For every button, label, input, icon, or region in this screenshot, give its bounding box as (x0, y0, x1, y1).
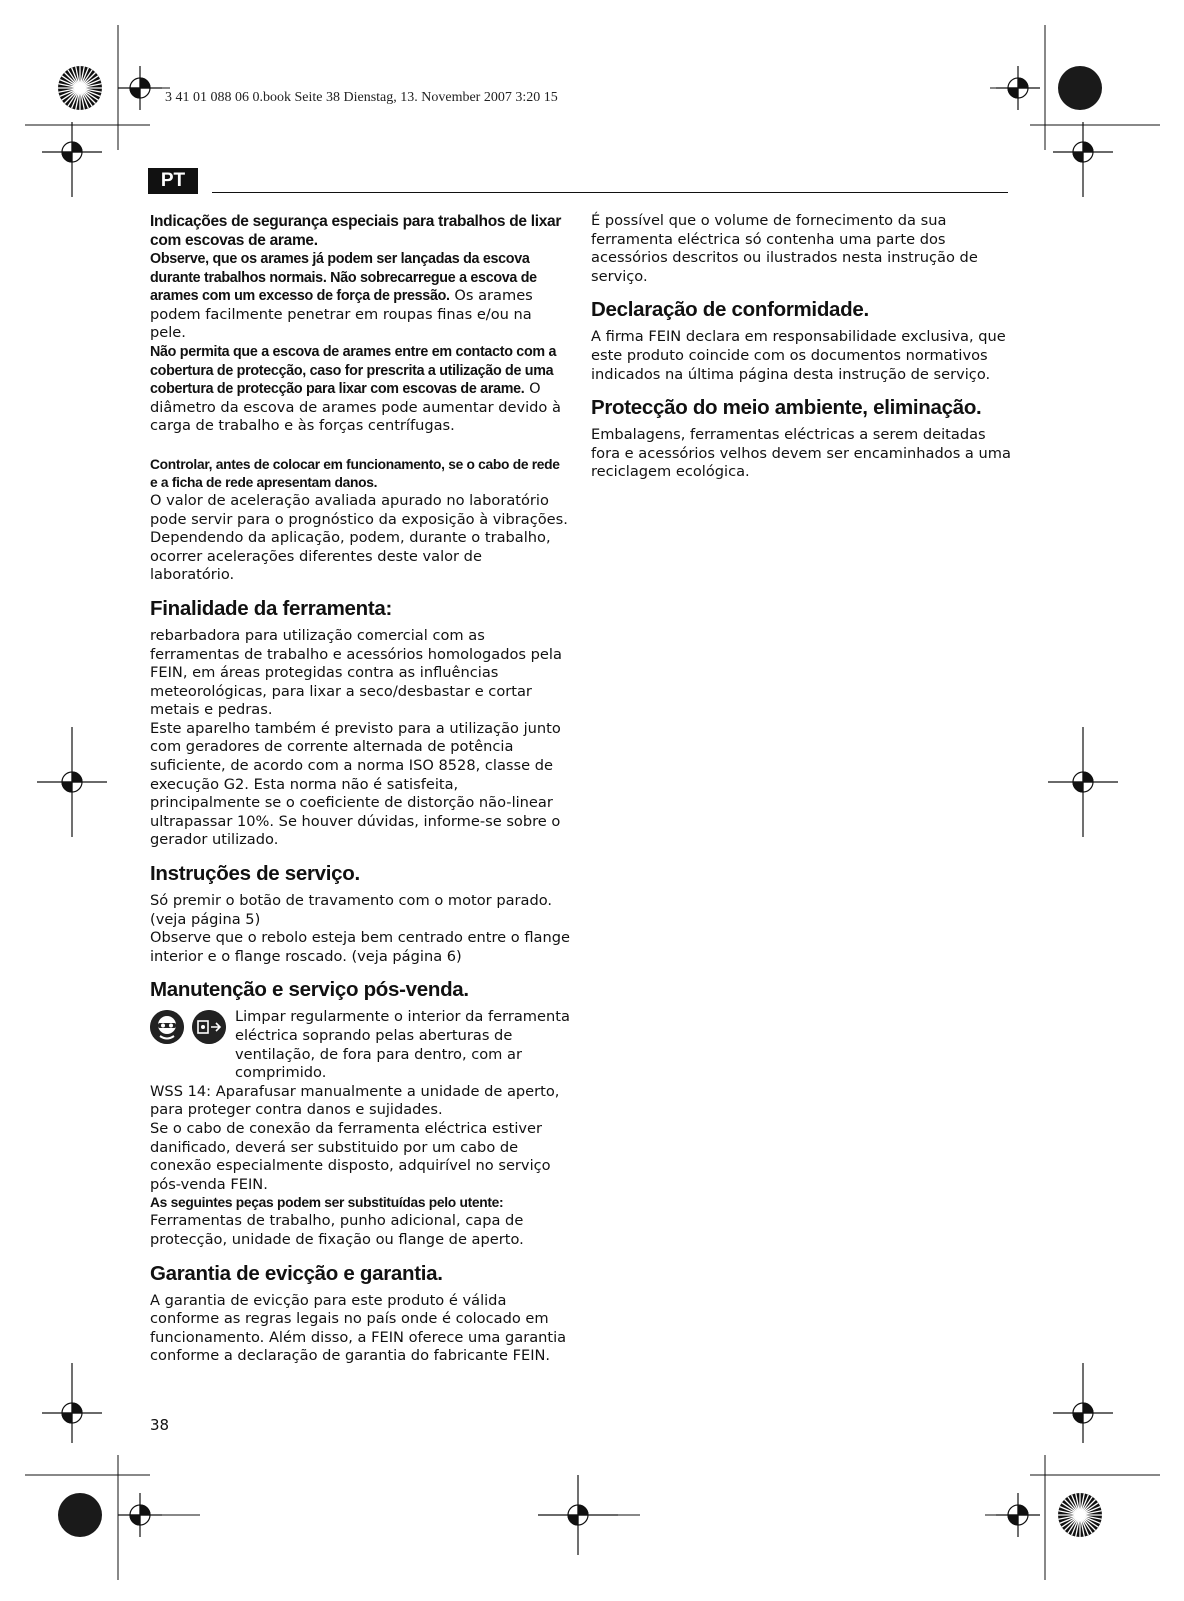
safety-bold-2: Não permita que a escova de arames entre em contacto com a cobertura de protecção, caso for prescrita a utilização de uma cobertura de protecção para lixar com escovas de arame. (150, 343, 557, 398)
environment-heading: Protecção do meio ambiente, eliminação. (591, 396, 982, 420)
environment-paragraph: Embalagens, ferramentas eléctricas a serem deitadas fora e acessórios velhos devem ser encaminhados a uma reciclagem ecológica. (591, 426, 1011, 481)
left-column (150, 212, 570, 1366)
conformity-paragraph: A firma FEIN declara em responsabilidade exclusiva, que este produto coincide com os documentos normativos indicados na última página desta instrução de serviço. (591, 328, 1006, 383)
delivery-scope-paragraph: É possível que o volume de fornecimento da sua ferramenta eléctrica só contenha uma parte dos acessórios descritos ou ilustrados nesta instrução de serviço. (591, 212, 978, 285)
purpose-paragraph-2: Este aparelho também é previsto para a utilização junto com geradores de corrente alternada de potência suficiente, de acordo com a norma ISO 8528, classe de execução G2. Esta norma não é satisfeita, principalmente se o coeficiente de distorção não-linear ultrapassar 10%. Se houver dúvidas, informe-se sobre o gerador utilizado. (150, 719, 561, 849)
safety-text-1: Os arames podem facilmente penetrar em roupas finas e/ou na pele. (150, 287, 533, 342)
page-number: 38 (150, 1416, 170, 1434)
eye-protection-icon (150, 1010, 184, 1044)
safety-text-2: O diâmetro da escova de arames pode aumentar devido à carga de trabalho e às forças centrífugas. (150, 380, 561, 435)
right-column (591, 212, 1011, 482)
maintenance-paragraph-1: WSS 14: Aparafusar manualmente a unidade de aperto, para proteger contra danos e sujidades. (150, 1082, 560, 1119)
replaceable-parts-heading: As seguintes peças podem ser substituídas pelo utente: (150, 1195, 504, 1211)
unplug-icon (192, 1010, 226, 1044)
maintenance-icon-text: Limpar regularmente o interior da ferramenta eléctrica soprando pelas aberturas de ventilação, de fora para dentro, com ar comprimido. (235, 1008, 570, 1082)
safety-title: Indicações de segurança especiais para trabalhos de lixar com escovas de arame. (150, 213, 562, 249)
purpose-heading: Finalidade da ferramenta: (150, 596, 392, 620)
maintenance-heading: Manutenção e serviço pós-venda. (150, 978, 469, 1002)
purpose-paragraph-1: rebarbadora para utilização comercial com as ferramentas de trabalho e acessórios homologados pela FEIN, em áreas protegidas contra as influências meteorológicas, para lixar a seco/desbastar e cortar metais e pedras. (150, 626, 562, 719)
language-tag: PT (148, 168, 198, 194)
maintenance-icon-row (150, 1008, 570, 1082)
conformity-heading: Declaração de conformidade. (591, 298, 869, 322)
header-rule (212, 192, 1008, 193)
vibration-paragraph: O valor de aceleração avaliada apurado no laboratório pode servir para o prognóstico da exposição à vibrações. Dependendo da aplicação, podem, durante o trabalho, ocorrer acelerações diferentes deste valor de laboratório. (150, 491, 568, 584)
maintenance-paragraph-3: Ferramentas de trabalho, punho adicional, capa de protecção, unidade de fixação ou flange de aperto. (150, 1212, 524, 1248)
safety-paragraph-2 (150, 343, 570, 436)
instructions-paragraph-2: Observe que o rebolo esteja bem centrado entre o flange interior e o flange roscado. (veja página 6) (150, 929, 570, 965)
warranty-heading: Garantia de evicção e garantia. (150, 1261, 443, 1285)
instructions-heading: Instruções de serviço. (150, 862, 360, 886)
warranty-paragraph: A garantia de evicção para este produto é válida conforme as regras legais no país onde é colocado em funcionamento. Além disso, a FEIN oferece uma garantia conforme a declaração de garantia do fabricante FEIN. (150, 1291, 567, 1365)
check-cable-warning: Controlar, antes de colocar em funcionamento, se o cabo de rede e a ficha de rede apresentam danos. (150, 456, 560, 490)
safety-paragraph-1 (150, 250, 570, 343)
instructions-paragraph-1: Só premir o botão de travamento com o motor parado. (veja página 5) (150, 892, 553, 928)
safety-bold-1: Observe, que os arames já podem ser lançadas da escova durante trabalhos normais. Não sobrecarregue a escova de arames com um excesso de força de pressão. (150, 251, 537, 305)
file-info-line: 3 41 01 088 06 0.book Seite 38 Dienstag, 13. November 2007 3:20 15 (165, 90, 558, 105)
maintenance-paragraph-2: Se o cabo de conexão da ferramenta eléctrica estiver danificado, deverá ser substituido por um cabo de conexão especialmente disposto, adquirível no serviço pós-venda FEIN. (150, 1119, 551, 1193)
